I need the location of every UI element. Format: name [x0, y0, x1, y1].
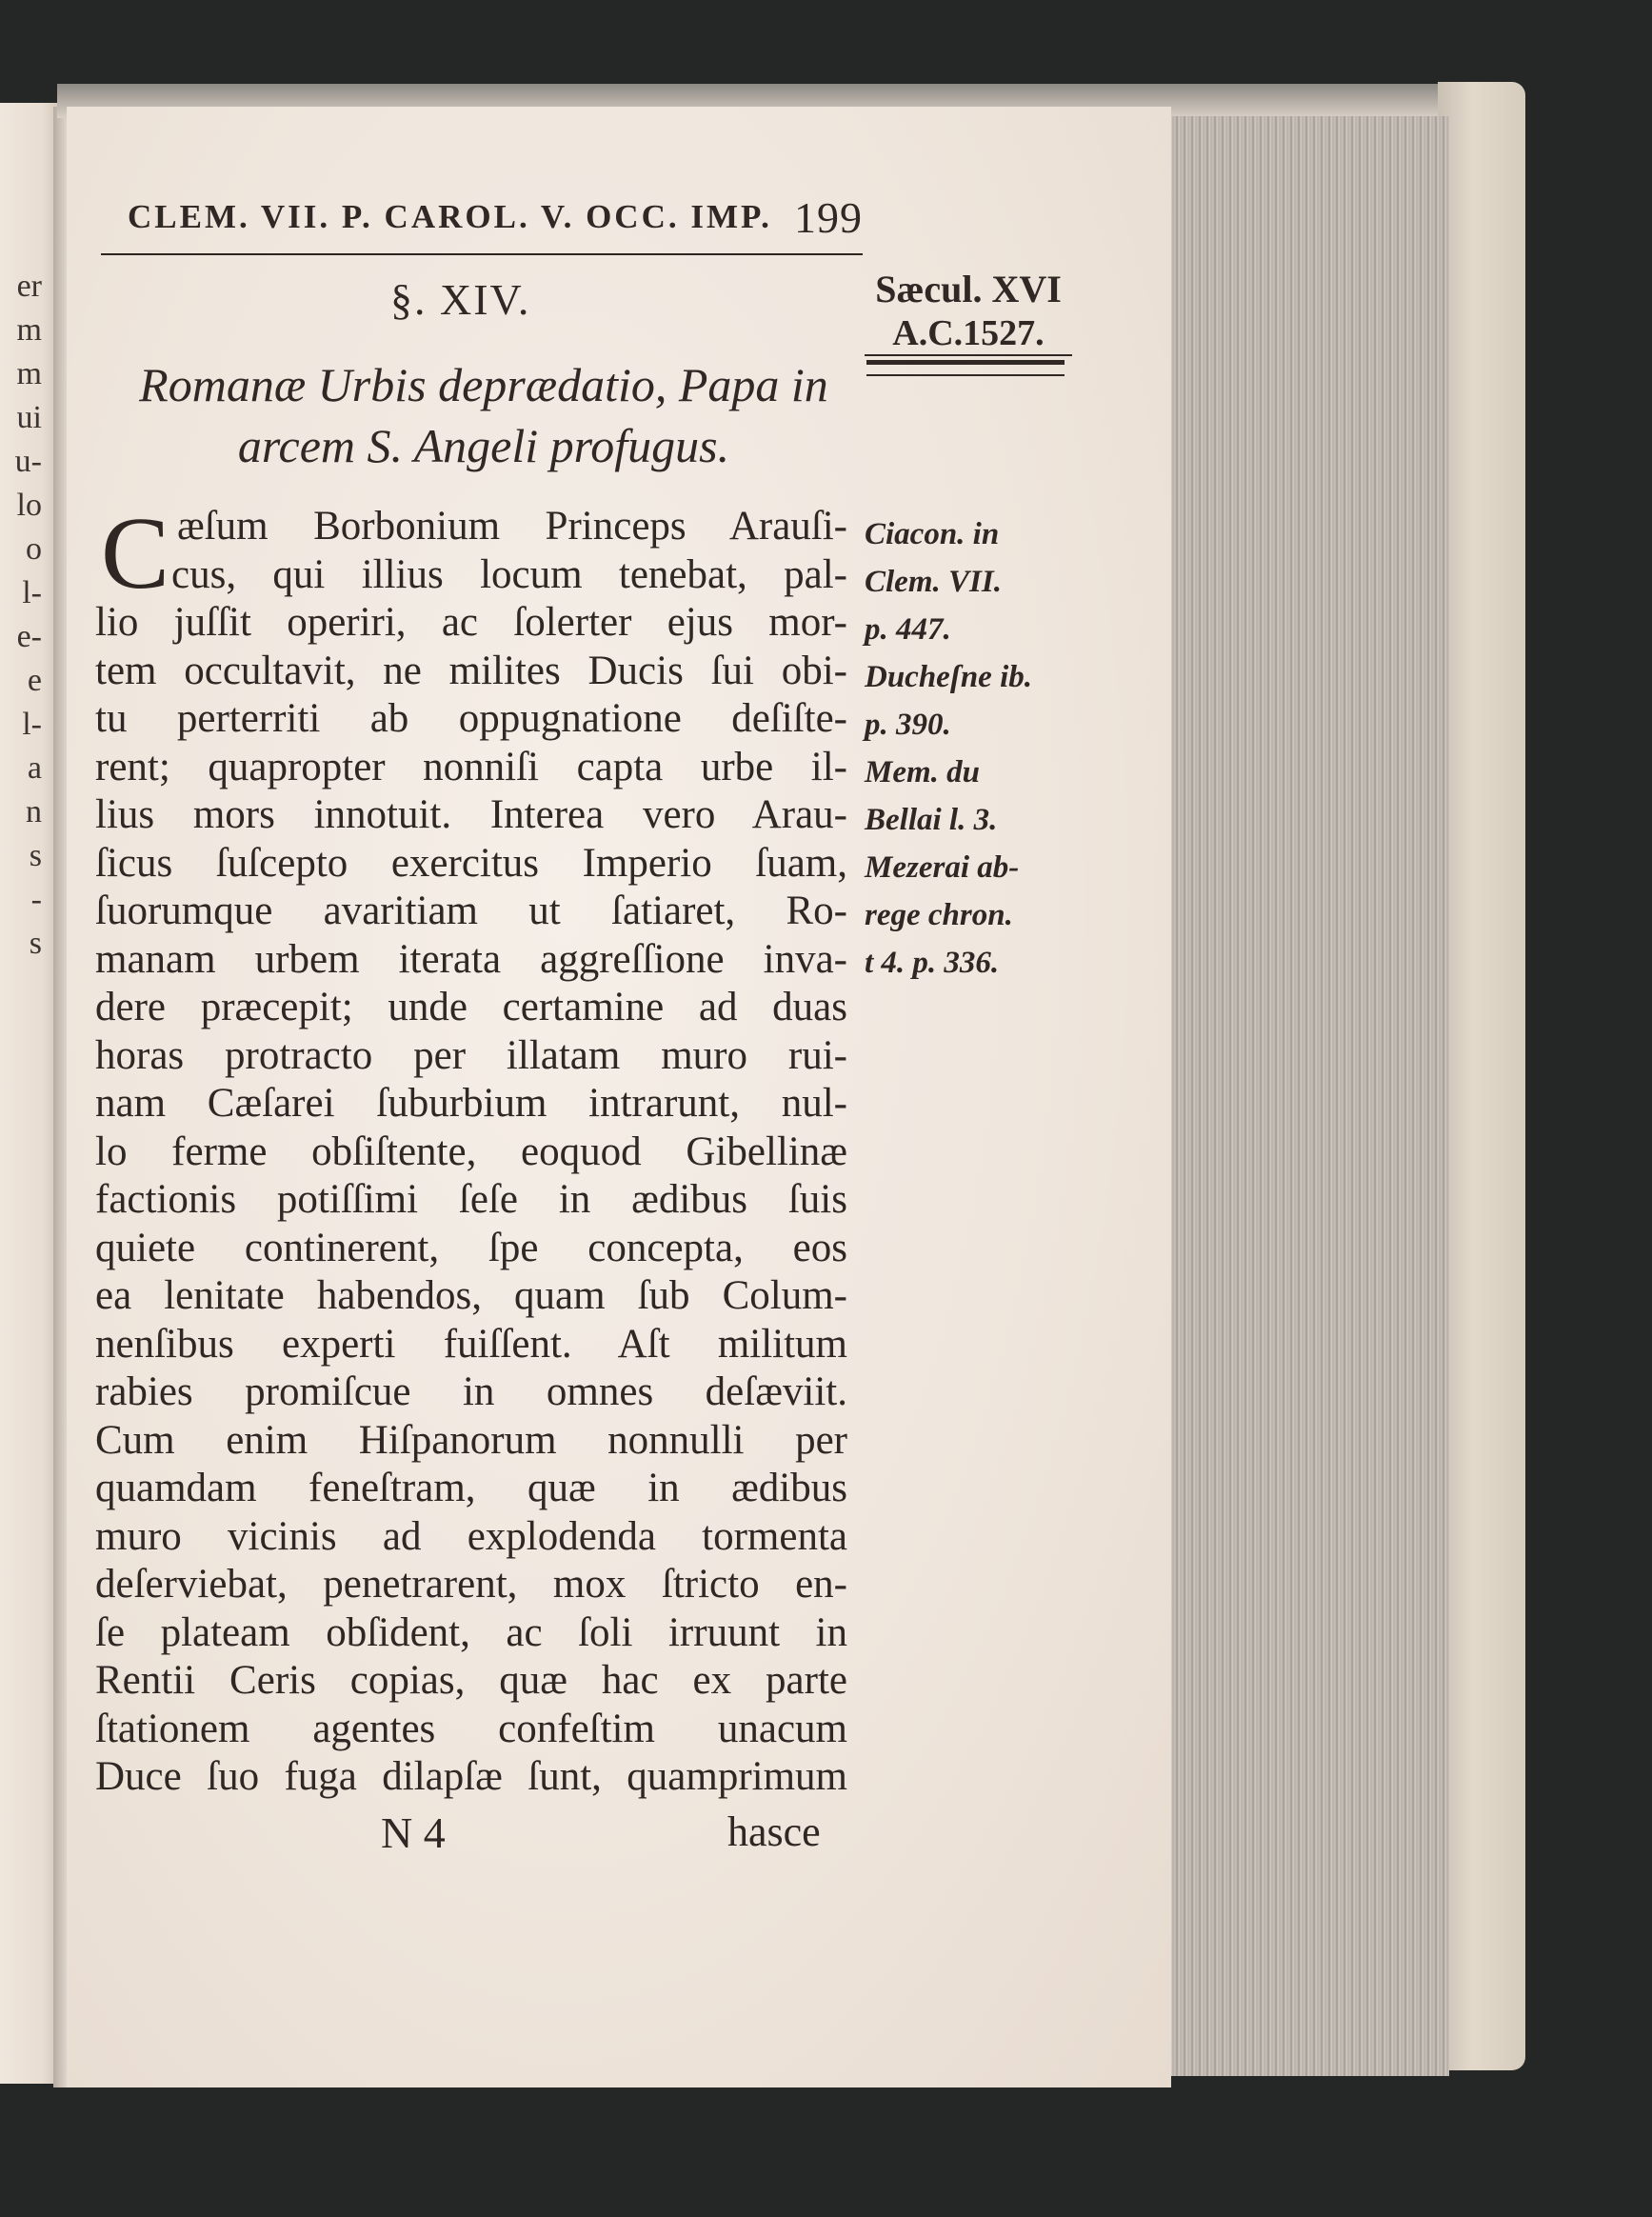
body-line: æſum Borbonium Princeps Arauſi- [177, 504, 847, 549]
body-line: deſerviebat, penetrarent, mox ſtricto en- [95, 1562, 847, 1607]
previous-page-fragment: lo [16, 488, 42, 523]
previous-page-fragment: a [27, 750, 42, 786]
margin-citation-line: Mezerai ab- [865, 850, 1020, 885]
body-line: ſuorumque avaritiam ut ſatiaret, Ro- [95, 889, 847, 933]
previous-page-fragment: e [27, 663, 42, 698]
title-line: arcem S. Angeli profugus. [237, 419, 730, 472]
previous-page-fragment: l- [22, 707, 42, 742]
margin-citation-line: p. 447. [865, 612, 951, 647]
section-number: §. XIV. [390, 275, 531, 324]
signature-mark: N 4 [381, 1808, 446, 1857]
page-number: 199 [794, 193, 863, 242]
body-line: rabies promiſcue in omnes deſæviit. [95, 1369, 847, 1414]
previous-page-fragment: m [16, 312, 42, 348]
previous-page-fragment: - [30, 882, 42, 917]
body-line: muro vicinis ad explodenda tormenta [95, 1513, 847, 1559]
drop-cap: C [101, 497, 170, 610]
previous-page-fragment: ui [16, 400, 42, 435]
body-line: tem occultavit, ne milites Ducis ſui obi- [95, 648, 847, 693]
body-line: lio juſſit operiri, ac ſolerter ejus mor- [95, 600, 847, 645]
body-text [95, 497, 847, 1802]
catchword: hasce [727, 1808, 821, 1855]
margin-citation-line: Clem. VII. [865, 565, 1002, 599]
body-line: lo ferme obſiſtente, eoquod Gibellinæ [95, 1128, 847, 1174]
page-block-edges [1169, 116, 1449, 2076]
body-line: Cum enim Hiſpanorum nonnulli per [95, 1417, 847, 1463]
body-line: ea lenitate habendos, quam ſub Colum- [95, 1273, 847, 1318]
previous-page-fragment: er [16, 269, 42, 304]
body-line: dere præcepit; unde certamine ad duas [95, 985, 847, 1029]
body-line: cus, qui illius locum tenebat, pal- [171, 551, 847, 597]
body-line: horas protracto per illatam muro rui- [95, 1032, 847, 1078]
previous-page-fragment: n [26, 794, 42, 829]
book-back-cover [1438, 82, 1525, 2070]
previous-page-fragment: m [16, 356, 42, 391]
body-line: tu perterriti ab oppugnatione deſiſte- [95, 696, 847, 741]
margin-citation-line: p. 390. [865, 708, 951, 742]
margin-citation-line: Bellai l. 3. [865, 803, 998, 837]
body-line: quiete continerent, ſpe concepta, eos [95, 1225, 847, 1270]
previous-page-fragment: s [29, 926, 42, 961]
previous-page-text-fragments [0, 265, 57, 966]
body-line: ſtationem agentes confeſtim unacum [95, 1706, 847, 1751]
previous-page-fragment: u- [14, 444, 42, 479]
body-line: quamdam feneſtram, quæ in ædibus [95, 1466, 847, 1510]
margin-citation-line: Mem. du [865, 755, 981, 789]
previous-page-fragment: e- [16, 619, 42, 654]
margin-citation-line: t 4. p. 336. [865, 946, 1000, 980]
margin-date-heading [865, 267, 1072, 356]
century-label: Sæcul. XVI [875, 268, 1062, 310]
year-label: A.C.1527. [865, 312, 1072, 356]
margin-citations [865, 510, 1084, 987]
previous-page-fragment: s [29, 838, 42, 873]
body-line: rent; quapropter nonniſi capta urbe il- [95, 744, 847, 789]
body-line: ſe plateam obſident, ac ſoli irruunt in [95, 1609, 847, 1655]
previous-page-fragment: l- [22, 575, 42, 610]
margin-citation-line: Ciacon. in [865, 517, 1000, 551]
body-line: Rentii Ceris copias, quæ hac ex parte [95, 1658, 847, 1703]
running-header [101, 187, 863, 255]
body-line: factionis potiſſimi ſeſe in ædibus ſuis [95, 1177, 847, 1222]
previous-page-fragment: o [26, 531, 42, 567]
body-line: nam Cæſarei ſuburbium intrarunt, nul- [95, 1081, 847, 1126]
previous-page-edge [0, 103, 61, 2084]
body-line: manam urbem iterata aggreſſione inva- [95, 936, 847, 982]
margin-double-rule [866, 360, 1065, 376]
title-line: Romanæ Urbis deprædatio, Papa in [139, 358, 828, 411]
section-title [103, 354, 865, 476]
body-line: Duce ſuo fuga dilapſæ ſunt, quamprimum [95, 1754, 847, 1799]
body-line: ſicus ſuſcepto exercitus Imperio ſuam, [95, 840, 847, 886]
body-line: nenſibus experti fuiſſent. Aſt militum [95, 1321, 847, 1367]
body-line: lius mors innotuit. Interea vero Arau- [95, 792, 847, 837]
margin-citation-line: rege chron. [865, 898, 1013, 932]
margin-citation-line: Ducheſne ib. [865, 660, 1032, 694]
running-title: CLEM. VII. P. CAROL. V. OCC. IMP. [128, 198, 772, 235]
